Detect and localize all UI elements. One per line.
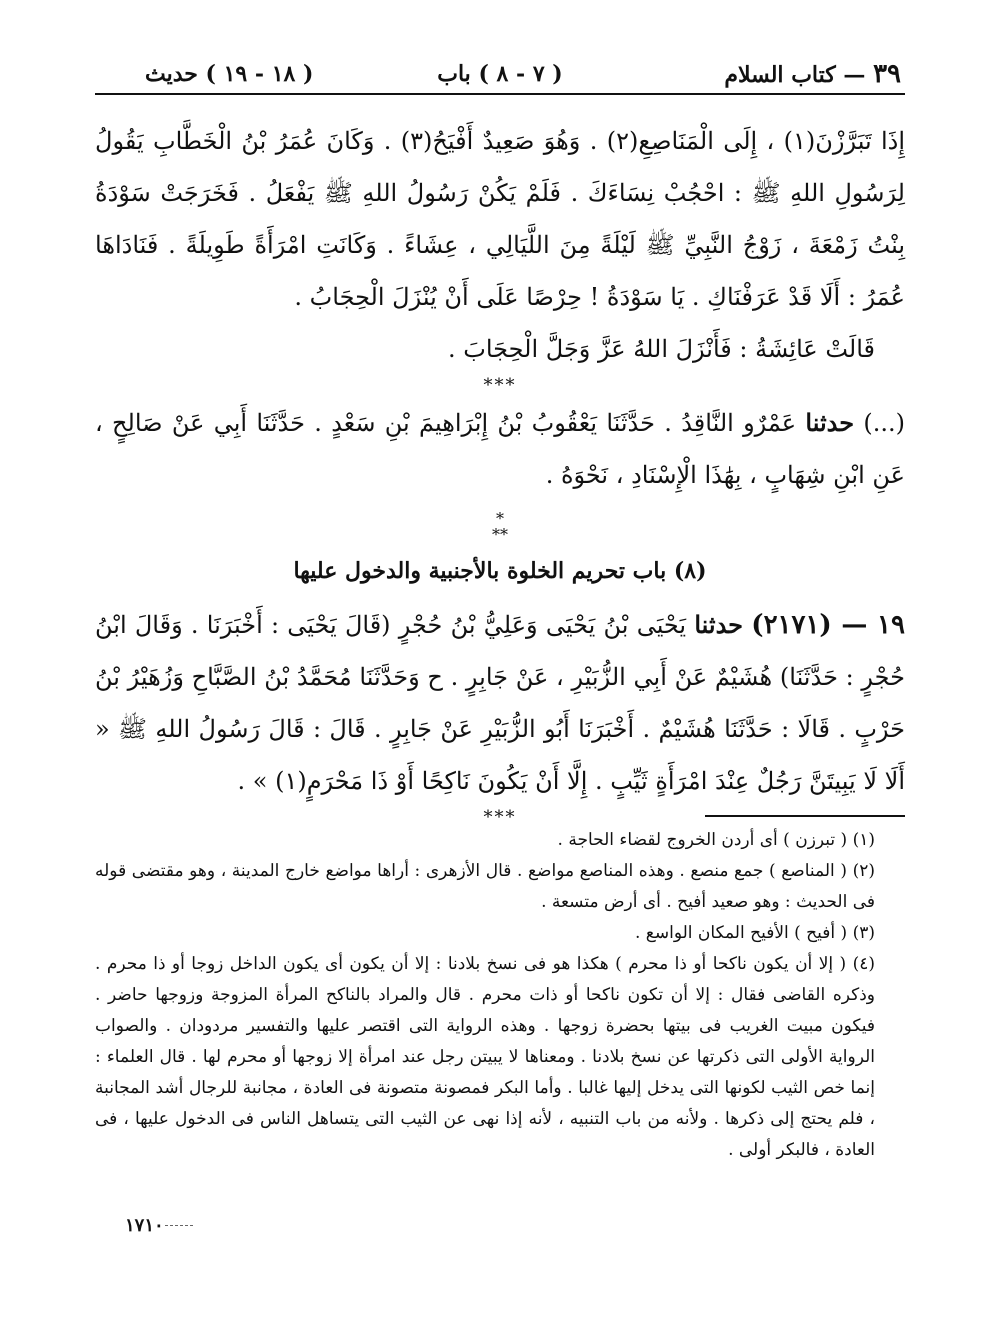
footer-page-number: ١٧١٠ <box>125 1215 164 1236</box>
header-hadith-range: ( ١٨ - ١٩ ) حديث <box>145 61 314 87</box>
running-header <box>95 55 905 95</box>
hadith-haddathana: حدثنا <box>694 610 744 639</box>
paragraph-3-text: عَمْرٌو النَّاقِدُ . حَدَّثَنَا يَعْقُوبُ بْنُ إِبْرَاهِيمَ بْنِ سَعْدٍ . حَدَّثَنَا أَبِي عَنْ صَالِحٍ ، عَنِ ابْنِ شِهَابٍ ، بِهَٰذَا الْإِسْنَادِ ، نَحْوَهُ . <box>95 409 905 489</box>
paragraph-3-haddathana: حدثنا <box>805 408 855 437</box>
footnotes <box>95 825 905 1166</box>
paragraph-2: قَالَتْ عَائِشَةُ : فَأَنْزَلَ اللهُ عَزَّ وَجَلَّ الْحِجَابَ . <box>448 335 875 363</box>
hadith-text: يَحْيَى بْنُ يَحْيَى وَعَلِيُّ بْنُ حُجْرٍ (قَالَ يَحْيَى : أَخْبَرَنَا . وَقَالَ ابْنُ حُجْرٍ : حَدَّثَنَا) هُشَيْمٌ عَنْ أَبِي الزُّبَيْرِ ، عَنْ جَابِرٍ . ح وَحَدَّثَنَا مُحَمَّدُ بْنُ الصَّبَّاحِ وَزُهَيْرُ بْنُ حَرْبٍ . قَالَا : حَدَّثَنَا هُشَيْمٌ . أَخْبَرَنَا أَبُو الزُّبَيْرِ عَنْ جَابِرٍ . قَالَ : قَالَ رَسُولُ اللهِ ﷺ « أَلَا لَا يَبِيتَنَّ رَجُلٌ عِنْدَ امْرَأَةٍ ثَيِّبٍ . إِلَّا أَنْ يَكُونَ نَاكِحًا أَوْ ذَا مَحْرَمٍ(١) » . <box>95 611 905 795</box>
separator-stars-3: *** <box>483 807 517 828</box>
footer-dashes <box>165 1225 193 1226</box>
paragraph-3 <box>95 397 905 501</box>
hadith-number: ١٩ — (٢١٧١) <box>751 610 905 640</box>
main-text <box>95 115 905 829</box>
header-page-number: ٣٩ <box>873 59 901 89</box>
chapter-heading: (٨) باب تحريم الخلوة بالأجنبية والدخول عليها <box>293 558 707 584</box>
separator-stars-2: * ** <box>492 509 508 544</box>
book-page <box>95 55 905 1305</box>
header-chapter-range: ( ٧ - ٨ ) باب <box>437 61 563 87</box>
paragraph-3-prefix: (...) <box>863 409 905 437</box>
hadith-19 <box>95 599 905 807</box>
footnote-3: (٣) ( أفيح ) الأفيح المكان الواسع . <box>635 923 875 943</box>
header-book-title: — كتاب السلام <box>724 62 866 88</box>
footnote-2: (٢) ( المناصع ) جمع منصع . وهذه المناصع مواضع . قال الأزهرى : أراها مواضع خارج المدينة ، وهو مقتضى قوله فى الحديث : وهو صعيد أفيح . أى أرض متسعة . <box>95 861 875 912</box>
footnote-4: (٤) ( إلا أن يكون ناكحا أو ذا محرم ) هكذا هو فى نسخ بلادنا : إلا أن يكون أى يكون الداخل زوجا أو ذا محرم . وذكره القاضى فقال : إلا أن تكون ناكحا أو ذات محرم . قال والمراد بالناكح المرأة المزوجة وزوجها حاضر . فيكون مبيت الغريب فى بيتها بحضرة زوجها . وهذه الرواية التى اقتصر عليها والتفسير مردودان . والصواب الرواية الأولى التى ذكرتها عن نسخ بلادنا . ومعناها لا يبيتن رجل عند امرأة إلا زوجها أو محرم لها . قال العلماء : إنما خص الثيب لكونها التى يدخل إليها غالبا . وأما البكر فمصونة متصونة فى العادة ، مجانبة للرجال أشد المجانبة ، فلم يحتج إلى ذكرها . ولأنه من باب التنبيه ، لأنه إذا نهى عن الثيب التى يتساهل الناس فى الدخول عليها ، فى العادة ، فالبكر أولى . <box>95 954 875 1160</box>
footnote-1: (١) ( تبرزن ) أى أردن الخروج لقضاء الحاجة . <box>557 830 875 850</box>
paragraph-1: إِذَا تَبَرَّزْنَ(١) ، إِلَى الْمَنَاصِعِ(٢) . وَهُوَ صَعِيدٌ أَفْيَحُ(٣) . وَكَانَ عُمَرُ بْنُ الْخَطَّابِ يَقُولُ لِرَسُولِ اللهِ ﷺ : احْجُبْ نِسَاءَكَ . فَلَمْ يَكُنْ رَسُولُ اللهِ ﷺ يَفْعَلُ . فَخَرَجَتْ سَوْدَةُ بِنْتُ زَمْعَةَ ، زَوْجُ النَّبِيِّ ﷺ لَيْلَةً مِنَ اللَّيَالِي ، عِشَاءً . وَكَانَتِ امْرَأَةً طَوِيلَةً . فَنَادَاهَا عُمَرُ : أَلَا قَدْ عَرَفْنَاكِ . يَا سَوْدَةُ ! حِرْصًا عَلَى أَنْ يُنْزَلَ الْحِجَابُ . <box>95 127 906 311</box>
separator-stars-1: *** <box>483 375 517 396</box>
footnote-rule <box>705 815 905 817</box>
